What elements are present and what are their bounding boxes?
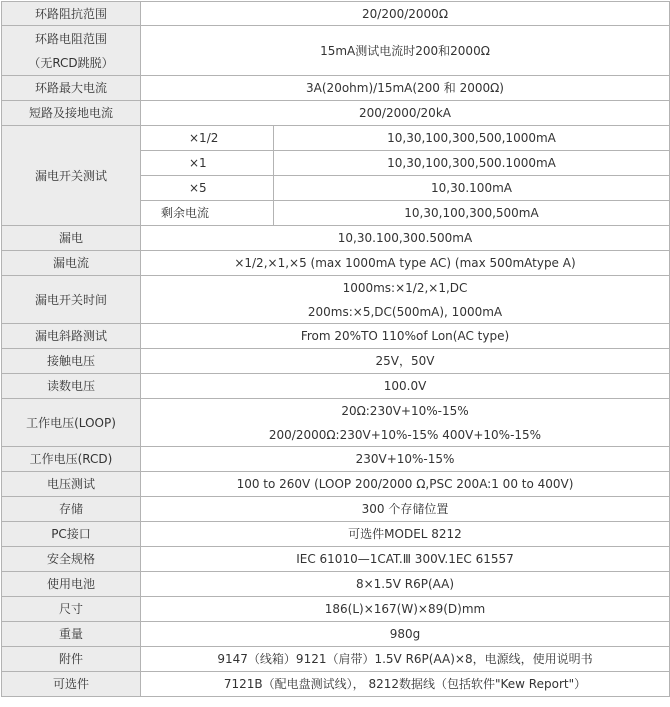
table-row	[2, 26, 670, 76]
table-row	[2, 522, 670, 547]
table-row	[2, 547, 670, 572]
table-row	[2, 276, 670, 324]
row-label: PC接口	[2, 522, 141, 547]
row-label: 环路阻抗范围	[2, 2, 141, 26]
table-row	[2, 76, 670, 101]
row-label: 安全规格	[2, 547, 141, 572]
row-value: 9147（线箱）9121（肩带）1.5V R6P(AA)×8，电源线，使用说明书	[141, 647, 670, 672]
table-row	[2, 324, 670, 349]
row-value: 10,30,100,300,500.1000mA	[274, 151, 670, 176]
row-value: 20/200/2000Ω	[141, 2, 670, 26]
row-label: 存储	[2, 497, 141, 522]
table-row	[2, 251, 670, 276]
row-value: 100 to 260V (LOOP 200/2000 Ω,PSC 200A:1 00 to 400V)	[141, 472, 670, 497]
row-value: 300 个存储位置	[141, 497, 670, 522]
row-label: 工作电压(RCD)	[2, 447, 141, 472]
row-value-line: 200/2000Ω:230V+10%-15% 400V+10%-15%	[268, 427, 542, 442]
table-row	[2, 472, 670, 497]
row-label-line: （无RCD跳脱）	[28, 55, 114, 70]
row-value: ×1/2,×1,×5 (max 1000mA type AC) (max 500mAtype A)	[141, 251, 670, 276]
table-row	[2, 447, 670, 472]
row-label	[2, 26, 141, 76]
table-row	[2, 399, 670, 447]
row-label: 使用电池	[2, 572, 141, 597]
row-label: 短路及接地电流	[2, 101, 141, 126]
sub-label: ×1/2	[141, 126, 274, 151]
row-label: 电压测试	[2, 472, 141, 497]
table-row	[2, 349, 670, 374]
row-value: 可选件MODEL 8212	[141, 522, 670, 547]
sub-label: ×1	[141, 151, 274, 176]
table-row	[2, 497, 670, 522]
row-value: 100.0V	[141, 374, 670, 399]
row-value: 15mA测试电流时200和2000Ω	[141, 26, 670, 76]
row-label: 尺寸	[2, 597, 141, 622]
table-row	[2, 101, 670, 126]
row-label: 读数电压	[2, 374, 141, 399]
table-row	[2, 572, 670, 597]
sub-label: ×5	[141, 176, 274, 201]
row-value: 10,30.100,300.500mA	[141, 226, 670, 251]
row-label: 漏电开关测试	[2, 126, 141, 226]
row-label: 工作电压(LOOP)	[2, 399, 141, 447]
row-value: 8×1.5V R6P(AA)	[141, 572, 670, 597]
row-label: 漏电开关时间	[2, 276, 141, 324]
row-label: 附件	[2, 647, 141, 672]
table-row	[2, 622, 670, 647]
row-value: 10,30,100,300,500,1000mA	[274, 126, 670, 151]
sub-label: 剩余电流	[141, 201, 274, 226]
row-value-line: 20Ω:230V+10%-15%	[341, 403, 469, 418]
row-value: 10,30,100,300,500mA	[274, 201, 670, 226]
table-row	[2, 126, 670, 151]
row-value: 10,30.100mA	[274, 176, 670, 201]
row-value	[141, 276, 670, 324]
row-label: 漏电斜路测试	[2, 324, 141, 349]
row-value-line: 200ms:×5,DC(500mA), 1000mA	[307, 304, 503, 319]
row-value	[141, 399, 670, 447]
table-row	[2, 374, 670, 399]
row-value: 230V+10%-15%	[141, 447, 670, 472]
row-value: 7121B（配电盘测试线）， 8212数据线（包括软件"Kew Report"）	[141, 672, 670, 697]
row-value: 200/2000/20kA	[141, 101, 670, 126]
row-label: 环路最大电流	[2, 76, 141, 101]
table-row	[2, 226, 670, 251]
row-label-line: 环路电阻范围	[34, 31, 107, 46]
row-value: 3A(20ohm)/15mA(200 和 2000Ω)	[141, 76, 670, 101]
row-label: 接触电压	[2, 349, 141, 374]
row-label: 重量	[2, 622, 141, 647]
row-label: 可选件	[2, 672, 141, 697]
row-value: 980g	[141, 622, 670, 647]
row-value: 186(L)×167(W)×89(D)mm	[141, 597, 670, 622]
table-row	[2, 647, 670, 672]
row-value: 25V，50V	[141, 349, 670, 374]
row-label: 漏电	[2, 226, 141, 251]
row-label: 漏电流	[2, 251, 141, 276]
spec-table	[1, 1, 670, 697]
table-row	[2, 672, 670, 697]
table-row	[2, 2, 670, 26]
table-row	[2, 597, 670, 622]
row-value: From 20%TO 110%of Lon(AC type)	[141, 324, 670, 349]
row-value-line: 1000ms:×1/2,×1,DC	[342, 280, 468, 295]
row-value: IEC 61010—1CAT.Ⅲ 300V.1EC 61557	[141, 547, 670, 572]
